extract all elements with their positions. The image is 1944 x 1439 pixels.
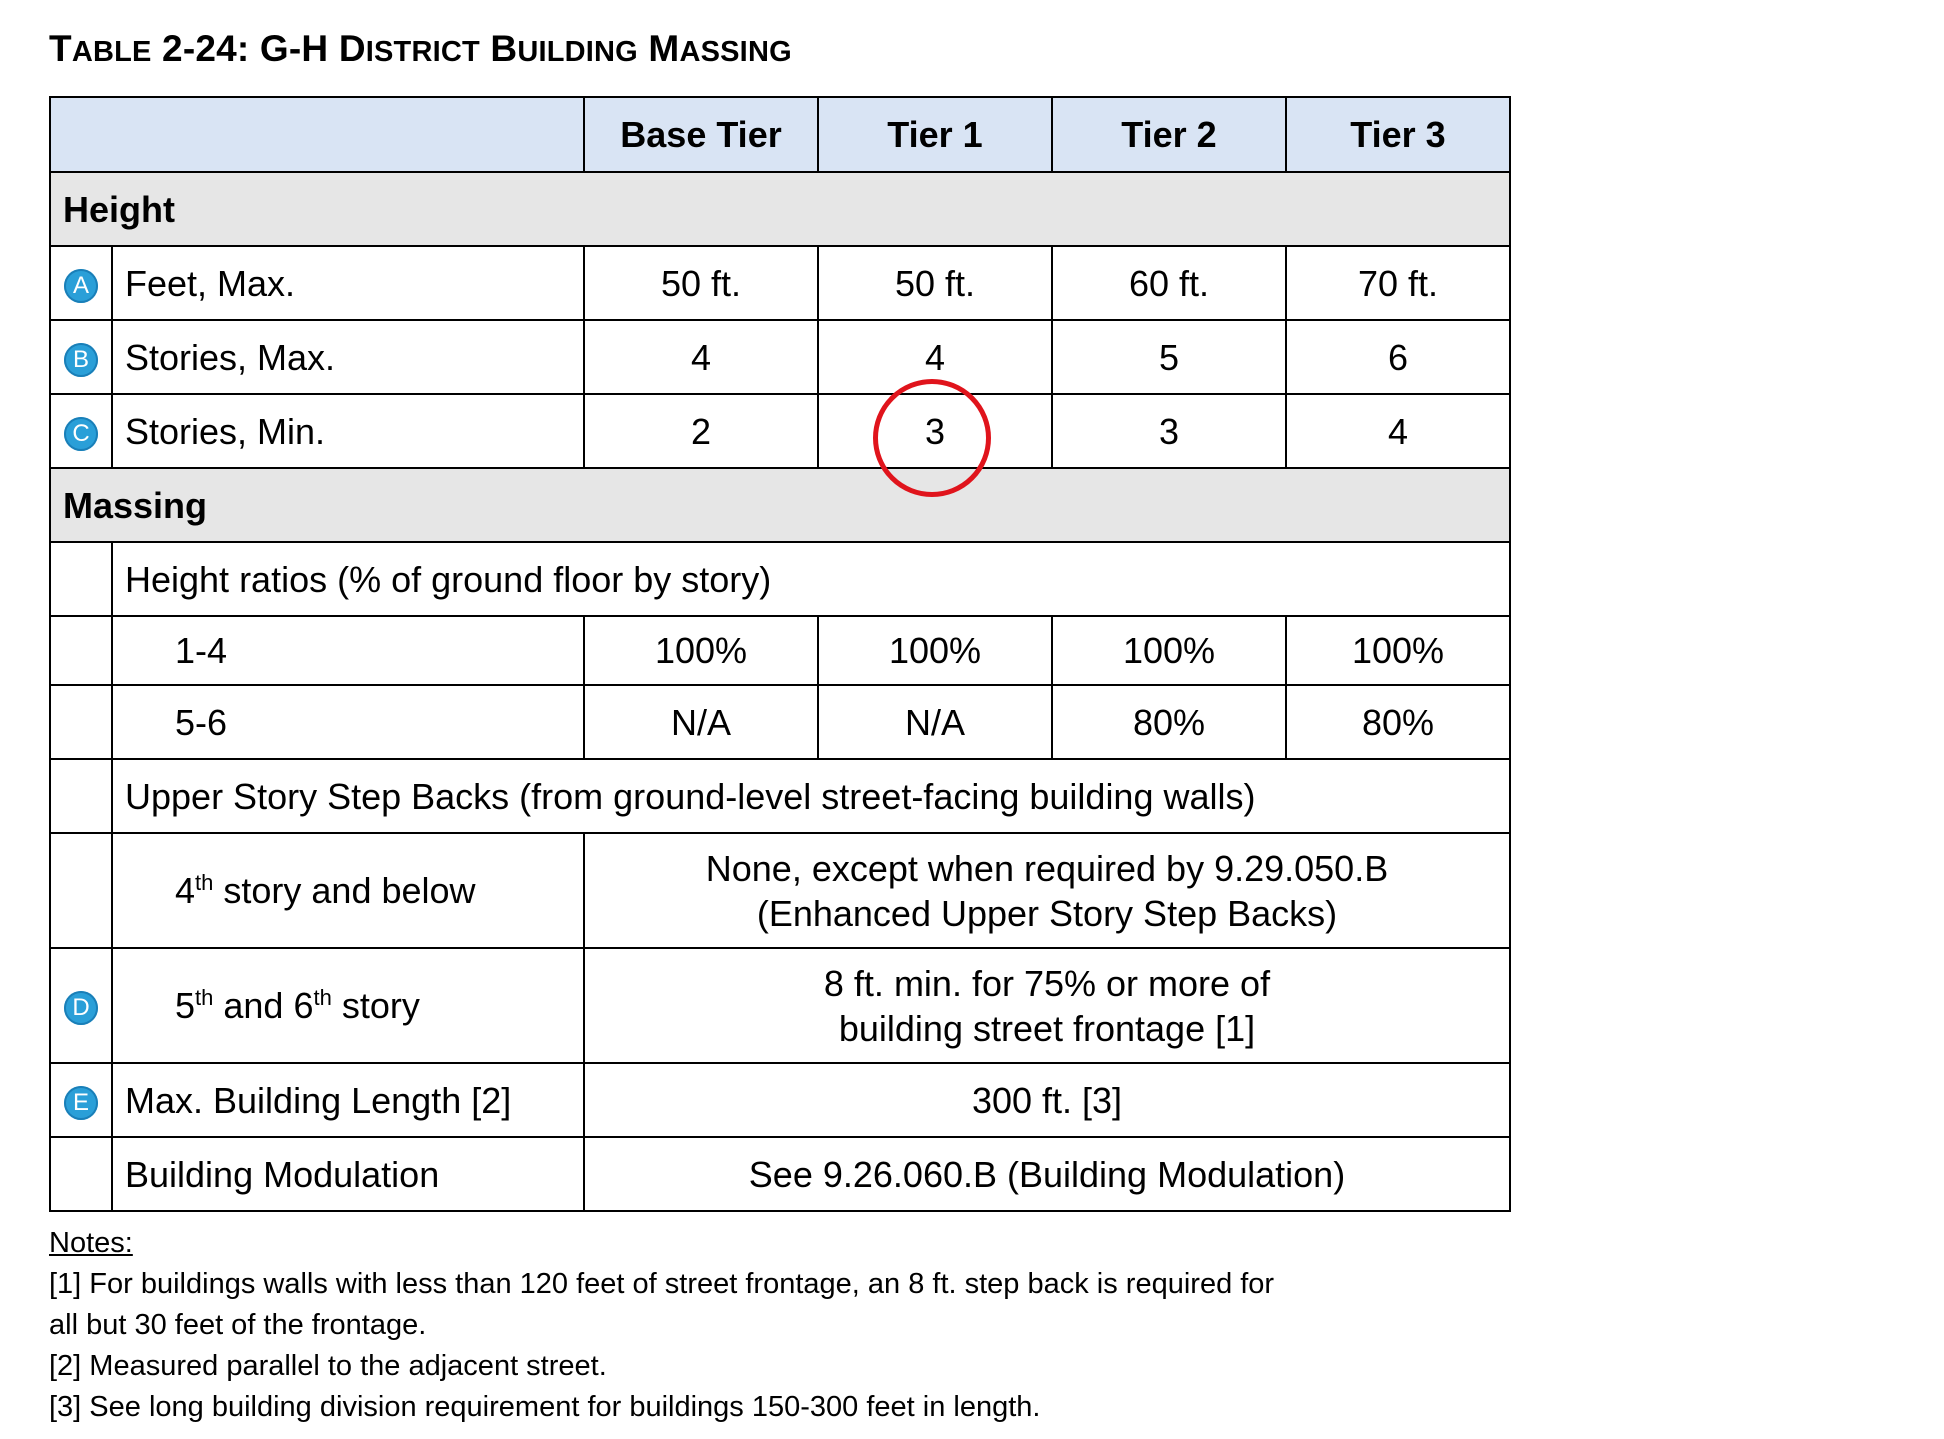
row-label: 5th and 6th story xyxy=(112,948,584,1063)
red-circle-annotation xyxy=(873,379,991,497)
marker-b-icon: B xyxy=(64,343,98,377)
massing-table xyxy=(49,96,1511,1212)
row-label: Height ratios (% of ground floor by story) xyxy=(112,542,1510,616)
table-cell: 60 ft. xyxy=(1052,246,1286,320)
header-tier-3: Tier 3 xyxy=(1286,97,1510,172)
row-label: 5-6 xyxy=(112,685,584,759)
header-base-tier: Base Tier xyxy=(584,97,818,172)
table-cell: 4 xyxy=(1286,394,1510,468)
marker-e-icon: E xyxy=(64,1086,98,1120)
row-label: Building Modulation xyxy=(112,1137,584,1211)
row-label: 1-4 xyxy=(112,616,584,685)
note-1-line-2: all but 30 feet of the frontage. xyxy=(49,1309,427,1341)
header-blank-cell xyxy=(50,97,584,172)
row-label: Upper Story Step Backs (from ground-level street-facing building walls) xyxy=(112,759,1510,833)
header-tier-2: Tier 2 xyxy=(1052,97,1286,172)
note-1-line-1: [1] For buildings walls with less than 120 feet of street frontage, an 8 ft. step back is required for xyxy=(49,1268,1275,1300)
note-2: [2] Measured parallel to the adjacent street. xyxy=(49,1350,607,1382)
table-row xyxy=(50,759,1510,833)
table-row xyxy=(50,542,1510,616)
table-cell: 300 ft. [3] xyxy=(584,1063,1510,1137)
note-3: [3] See long building division requirement for buildings 150-300 feet in length. xyxy=(49,1391,1041,1423)
row-label: Stories, Max. xyxy=(112,320,584,394)
table-cell: 50 ft. xyxy=(818,246,1052,320)
table-cell: 4 xyxy=(818,320,1052,394)
table-row xyxy=(50,1137,1510,1211)
header-row xyxy=(50,97,1510,172)
table-cell: 100% xyxy=(1286,616,1510,685)
table-cell: 50 ft. xyxy=(584,246,818,320)
table-cell: 100% xyxy=(818,616,1052,685)
marker-c-icon: C xyxy=(64,417,98,451)
table-cell: 70 ft. xyxy=(1286,246,1510,320)
table-cell: 8 ft. min. for 75% or more of building street frontage [1] xyxy=(584,948,1510,1063)
table-row xyxy=(50,685,1510,759)
table-row xyxy=(50,833,1510,948)
table-cell: N/A xyxy=(818,685,1052,759)
table-title: TABLE 2-24: G-H DISTRICT BUILDING MASSING xyxy=(49,28,792,69)
table-cell: 3 xyxy=(1052,394,1286,468)
table-cell: 2 xyxy=(584,394,818,468)
table-cell: 100% xyxy=(1052,616,1286,685)
row-label: 4th story and below xyxy=(112,833,584,948)
row-label: Max. Building Length [2] xyxy=(112,1063,584,1137)
table-row xyxy=(50,320,1510,394)
table-row xyxy=(50,394,1510,468)
table-cell: N/A xyxy=(584,685,818,759)
section-massing-label: Massing xyxy=(50,468,1510,542)
header-tier-1: Tier 1 xyxy=(818,97,1052,172)
notes-heading: Notes: xyxy=(49,1227,133,1259)
row-label: Stories, Min. xyxy=(112,394,584,468)
section-massing-row xyxy=(50,468,1510,542)
marker-d-icon: D xyxy=(64,991,98,1025)
table-row xyxy=(50,1063,1510,1137)
table-row xyxy=(50,616,1510,685)
table-cell: 100% xyxy=(584,616,818,685)
table-row xyxy=(50,246,1510,320)
table-cell-highlighted: 3 xyxy=(818,394,1052,468)
table-row xyxy=(50,948,1510,1063)
section-height-label: Height xyxy=(50,172,1510,246)
table-cell: 6 xyxy=(1286,320,1510,394)
section-height-row xyxy=(50,172,1510,246)
table-cell: 5 xyxy=(1052,320,1286,394)
row-label: Feet, Max. xyxy=(112,246,584,320)
table-cell: None, except when required by 9.29.050.B (Enhanced Upper Story Step Backs) xyxy=(584,833,1510,948)
table-cell: 80% xyxy=(1052,685,1286,759)
marker-a-icon: A xyxy=(64,269,98,303)
table-cell: 4 xyxy=(584,320,818,394)
table-cell: 80% xyxy=(1286,685,1510,759)
notes-section xyxy=(49,1223,1469,1428)
table-cell: See 9.26.060.B (Building Modulation) xyxy=(584,1137,1510,1211)
